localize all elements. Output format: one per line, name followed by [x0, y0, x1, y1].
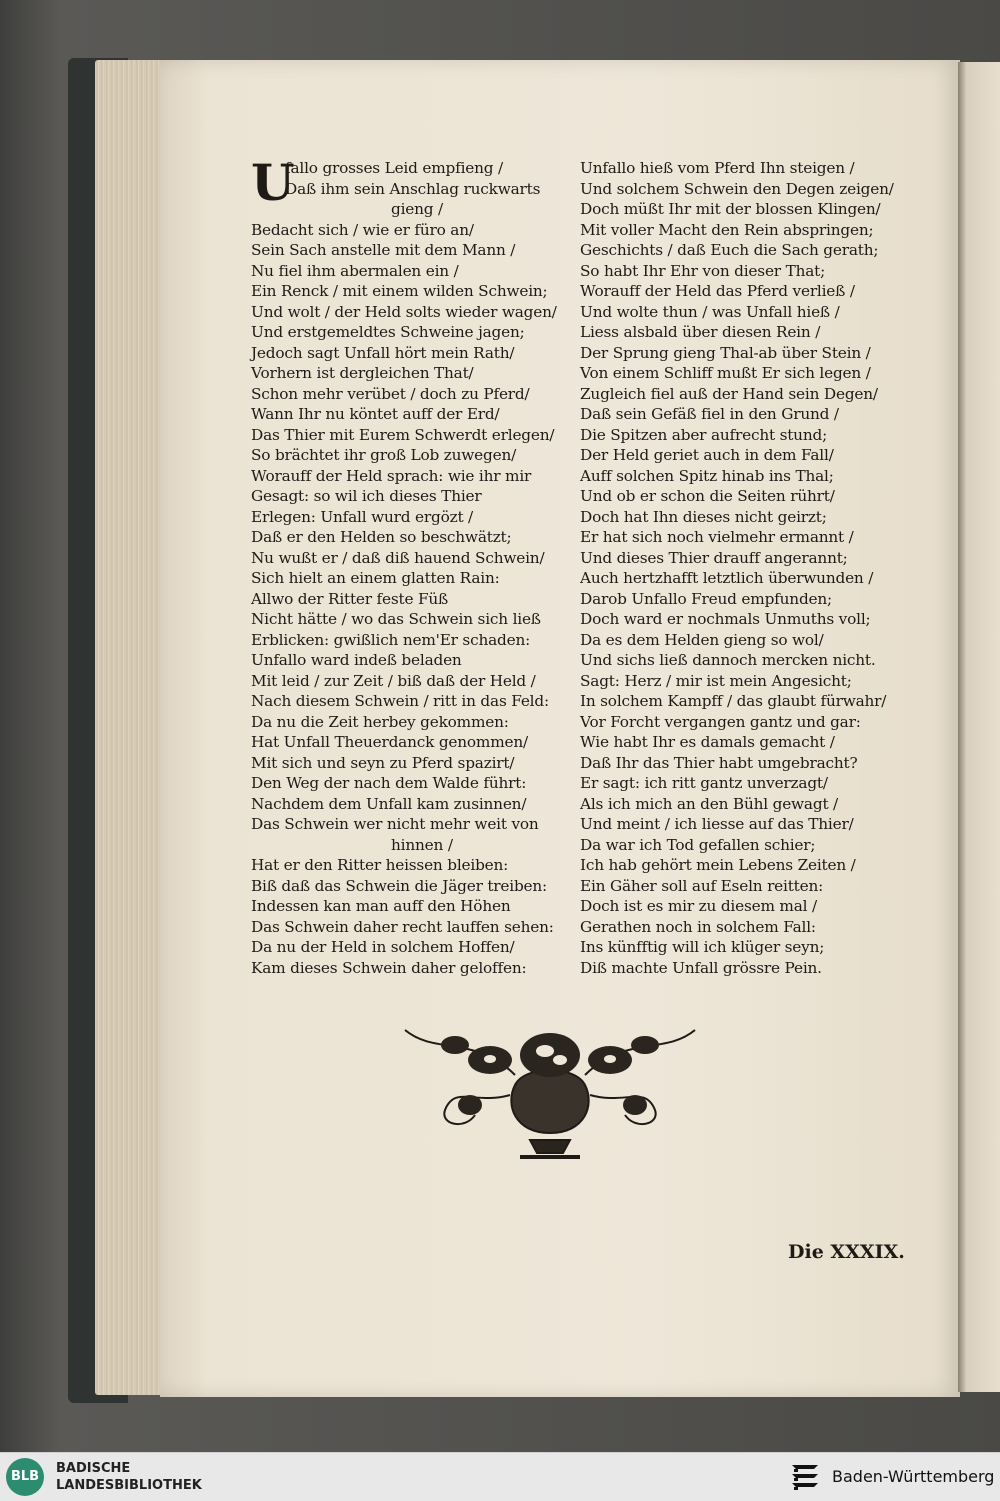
verse-line: Das Schwein daher recht lauffen sehen: — [251, 917, 554, 936]
verse-line: Hat er den Ritter heissen bleiben: — [251, 856, 509, 874]
bw-lions-icon — [790, 1461, 820, 1493]
verse-line: Mit leid / zur Zeit / biß daß der Held / — [251, 671, 536, 690]
verse-line: Darob Unfallo Freud empfunden; — [580, 589, 832, 608]
flower-vase-ornament — [395, 1015, 705, 1165]
verse-line: Und wolt / der Held solts wieder wagen/ — [251, 302, 557, 321]
verse-line: Da es dem Helden gieng so wol/ — [580, 630, 824, 649]
verse-line: Da nu die Zeit herbey gekommen: — [251, 712, 509, 731]
verse-line: Biß daß das Schwein die Jäger treiben: — [251, 876, 548, 895]
verse-line: Nicht hätte / wo das Schwein sich ließ — [251, 610, 541, 628]
verse-line: Zugleich fiel auß der Hand sein Degen/ — [580, 384, 878, 403]
state-name: Baden-Württemberg — [832, 1467, 995, 1486]
verse-line: Nach diesem Schwein / ritt in das Feld: — [251, 692, 549, 710]
verse-line: Sagt: Herz / mir ist mein Angesicht; — [580, 671, 852, 690]
verse-line: Ein Gäher soll auf Eseln reitten: — [580, 876, 824, 895]
verse-line: Als ich mich an den Bühl gewagt / — [580, 794, 839, 813]
verse-line: Doch müßt Ihr mit der blossen Klingen/ — [580, 200, 881, 218]
verse-line: Mit voller Macht den Rein abspringen; — [580, 220, 874, 239]
verse-line: Ein Renck / mit einem wilden Schwein; — [251, 282, 548, 300]
verse-line: Schon mehr verübet / doch zu Pferd/ — [251, 384, 530, 403]
verse-line: Und ob er schon die Seiten rührt/ — [580, 487, 835, 505]
verse-line: Vorhern ist dergleichen That/ — [251, 364, 474, 382]
verse-line: hinnen / — [391, 835, 453, 854]
verse-line: Vor Forcht vergangen gantz und gar: — [580, 712, 861, 731]
verse-line: Da nu der Held in solchem Hoffen/ — [251, 938, 515, 956]
verse-line: Das Thier mit Eurem Schwerdt erlegen/ — [251, 425, 555, 444]
left-text-column — [251, 153, 557, 978]
verse-line: Erblicken: gwißlich nem'Er schaden: — [251, 630, 531, 649]
verse-line: Er sagt: ich ritt gantz unverzagt/ — [580, 774, 828, 792]
verse-line: Und solchem Schwein den Degen zeigen/ — [580, 179, 894, 198]
verse-line: Indessen kan man auff den Höhen — [251, 897, 511, 915]
verse-line: So brächtet ihr groß Lob zuwegen/ — [251, 446, 517, 464]
verse-line: Unfallo hieß vom Pferd Ihn steigen / — [580, 159, 855, 177]
verse-line: Allwo der Ritter feste Füß — [251, 589, 449, 608]
verse-line: Doch ist es mir zu diesem mal / — [580, 897, 817, 915]
verse-line: Gesagt: so wil ich dieses Thier — [251, 487, 482, 505]
verse-line: Doch hat Ihn dieses nicht geirzt; — [580, 507, 827, 526]
verse-line: Hat Unfall Theuerdanck genommen/ — [251, 733, 529, 751]
verse-line: Unfallo ward indeß beladen — [251, 651, 462, 669]
verse-line: Nu wußt er / daß diß hauend Schwein/ — [251, 548, 545, 567]
blb-logo-icon[interactable]: BLB — [6, 1458, 44, 1496]
verse-line: Ins künfftig will ich klüger seyn; — [580, 938, 825, 956]
verse-line: Daß sein Gefäß fiel in den Grund / — [580, 405, 839, 423]
verse-line: So habt Ihr Ehr von dieser That; — [580, 261, 826, 280]
viewer-footer — [0, 1452, 1000, 1501]
page-stack-edge — [95, 60, 167, 1395]
verse-line: Die Spitzen aber aufrecht stund; — [580, 425, 828, 444]
verse-line: Und dieses Thier drauff angerannt; — [580, 548, 848, 567]
verse-line: Ich hab gehört mein Lebens Zeiten / — [580, 856, 856, 874]
catchword: Die XXXIX. — [788, 1241, 905, 1263]
verse-line: Da war ich Tod gefallen schier; — [580, 835, 816, 854]
verse-line: In solchem Kampff / das glaubt fürwahr/ — [580, 692, 887, 710]
verse-line: Und sichs ließ dannoch mercken nicht. — [580, 651, 876, 669]
verse-line: gieng / — [391, 200, 443, 218]
verse-line: Von einem Schliff mußt Er sich legen / — [580, 364, 871, 382]
verse-line: Auff solchen Spitz hinab ins Thal; — [580, 466, 834, 485]
verse-line: Und meint / ich liesse auf das Thier/ — [580, 815, 854, 833]
verse-line: Und wolte thun / was Unfall hieß / — [580, 302, 840, 321]
verse-line: Sein Sach anstelle mit dem Mann / — [251, 241, 516, 259]
verse-line: Daß er den Helden so beschwätzt; — [251, 528, 512, 546]
verse-line: Den Weg der nach dem Walde führt: — [251, 774, 527, 792]
drop-initial: U — [251, 153, 295, 212]
library-name-line-2: LANDESBIBLIOTHEK — [56, 1478, 202, 1493]
right-text-column — [580, 158, 894, 978]
verse-line: Sich hielt an einem glatten Rain: — [251, 569, 500, 587]
library-name-line-1: BADISCHE — [56, 1461, 131, 1476]
verse-line: Nachdem dem Unfall kam zusinnen/ — [251, 794, 527, 813]
verse-line: Wie habt Ihr es damals gemacht / — [580, 733, 835, 751]
verse-line: Das Schwein wer nicht mehr weit von — [251, 815, 539, 833]
verse-line: Daß Ihr das Thier habt umgebracht? — [580, 753, 858, 772]
verse-line: Mit sich und seyn zu Pferd spazirt/ — [251, 753, 515, 772]
verse-line: Doch ward er nochmals Unmuths voll; — [580, 610, 871, 628]
verse-line: Wann Ihr nu köntet auff der Erd/ — [251, 405, 500, 423]
verse-line: Erlegen: Unfall wurd ergözt / — [251, 507, 474, 526]
verse-line: Liess alsbald über diesen Rein / — [580, 323, 821, 341]
verse-line: Nu fiel ihm abermalen ein / — [251, 261, 459, 280]
verse-line: Auch hertzhafft letztlich überwunden / — [580, 569, 874, 587]
verse-line: fallo grosses Leid empfieng / — [285, 159, 503, 177]
verse-line: Worauff der Held das Pferd verließ / — [580, 282, 855, 300]
verse-line: Bedacht sich / wie er füro an/ — [251, 220, 474, 239]
verse-line: Geschichts / daß Euch die Sach gerath; — [580, 241, 879, 259]
verse-line: Der Held geriet auch in dem Fall/ — [580, 446, 834, 464]
facing-page-edge — [958, 62, 1000, 1392]
verse-line: Und erstgemeldtes Schweine jagen; — [251, 323, 525, 341]
verse-line: Kam dieses Schwein daher geloffen: — [251, 958, 527, 977]
verse-line: Gerathen noch in solchem Fall: — [580, 917, 816, 936]
library-name — [56, 1460, 202, 1494]
verse-line: Er hat sich noch vielmehr ermannt / — [580, 528, 854, 546]
verse-line: Diß machte Unfall grössre Pein. — [580, 958, 822, 977]
verse-line: Jedoch sagt Unfall hört mein Rath/ — [251, 343, 515, 362]
verse-line: Worauff der Held sprach: wie ihr mir — [251, 466, 532, 485]
verse-line: Der Sprung gieng Thal-ab über Stein / — [580, 343, 871, 362]
verse-line: Daß ihm sein Anschlag ruckwarts — [285, 179, 541, 198]
